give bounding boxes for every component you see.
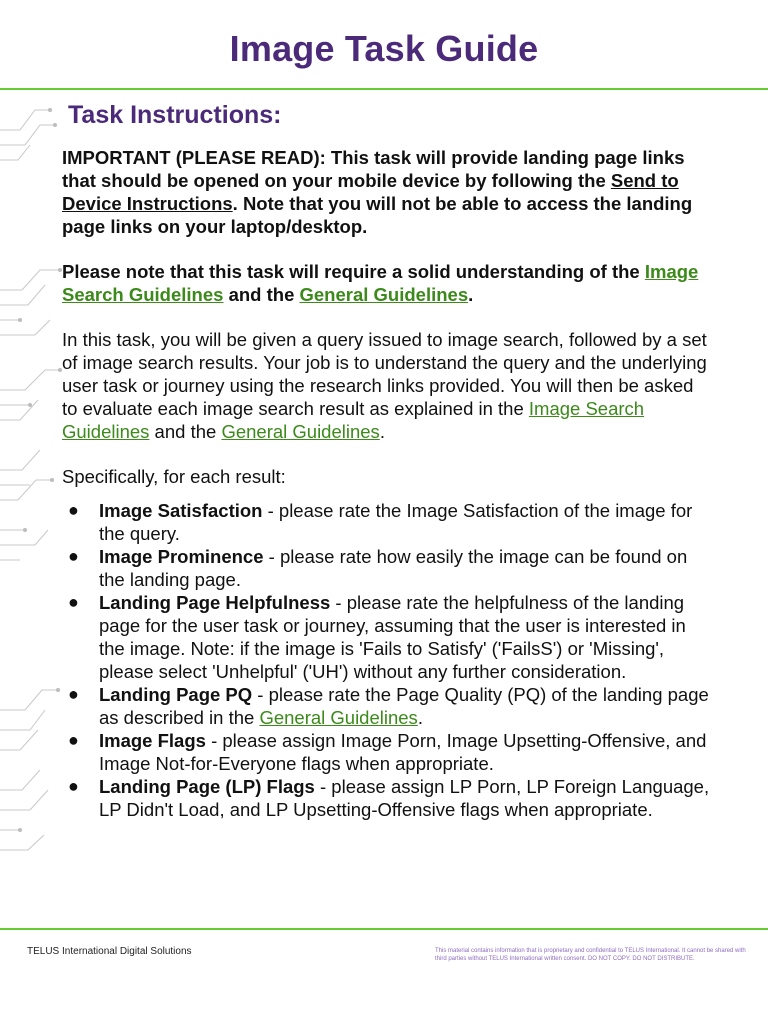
list-item-term: Image Prominence [99,546,264,567]
image-search-guidelines-link-2[interactable]: Image Search Guidelines [62,398,645,442]
guidelines-note [62,260,712,306]
list-item [62,683,712,729]
task-text: In this task, you will be given a query issued to image search, followed by a set of image search results. Your job is to understand the query and the underlying user task or journey using the research links provided. You will then be asked to evaluate each image search result as explained in the [62,329,707,419]
task-end: . [379,421,385,442]
bullet-icon: ● [68,776,79,796]
list-item-text: - please rate the Page Quality (PQ) of the landing page as described in the [99,684,709,728]
footer-divider [0,928,768,930]
list-item-term: Landing Page Helpfulness [99,592,331,613]
footer-confidentiality: This material contains information that is proprietary and confidential to TELUS International. It cannot be shared with third parties without TELUS International written consent. DO NOT COPY. DO NOT DISTRIBUTE. [435,948,746,962]
list-item-text: - please rate how easily the image can be found on the landing page. [99,546,688,590]
note-end: . [468,284,474,305]
page-title: Image Task Guide [229,28,539,69]
rating-list [62,499,712,821]
bullet-icon: ● [68,592,79,612]
list-item-term: Landing Page (LP) Flags [99,776,315,797]
bullet-icon: ● [68,684,79,704]
list-item [62,545,712,591]
circuit-decoration [0,90,70,926]
bullet-icon: ● [68,730,79,750]
image-search-guidelines-link[interactable]: Image Search Guidelines [62,261,699,305]
list-item [62,729,712,775]
general-guidelines-link-3[interactable]: General Guidelines [259,707,418,728]
send-to-device-link[interactable]: Send to Device Instructions [62,170,679,214]
list-item-term: Image Satisfaction [99,500,263,521]
list-item-text: - please assign Image Porn, Image Upsetting-Offensive, and Image Not-for-Everyone flags when appropriate. [99,730,707,774]
task-description [62,328,712,443]
list-item-text: - please rate the Image Satisfaction of the image for the query. [99,500,693,544]
footer-company: TELUS International Digital Solutions [27,946,192,957]
list-item [62,591,712,683]
general-guidelines-link[interactable]: General Guidelines [299,284,469,305]
list-item-term: Landing Page PQ [99,684,253,705]
list-item-text: - please rate the helpfulness of the landing page for the user task or journey, assuming that the user is interested in the image. Note: if the image is 'Fails to Satisfy' ('FailsS') or 'Missing', please select 'Unhelpful' ('UH') without any further consideration. [99,592,686,682]
bullet-icon: ● [68,500,79,520]
instructions-body [62,146,712,821]
bullet-icon: ● [68,546,79,566]
list-item-end: . [417,707,423,728]
task-and: and the [149,421,222,442]
important-text: IMPORTANT (PLEASE READ): This task will provide landing page links that should be opened on your mobile device by following the [62,147,685,191]
list-item [62,775,712,821]
important-text-end: . Note that you will not be able to access the landing page links on your laptop/desktop. [62,193,693,237]
note-and: and the [223,284,300,305]
list-item-text: - please assign LP Porn, LP Foreign Language, LP Didn't Load, and LP Upsetting-Offensive flags when appropriate. [99,776,710,820]
important-notice [62,146,712,238]
list-item-term: Image Flags [99,730,206,751]
header-divider [0,88,768,90]
section-title: Task Instructions: [68,101,282,129]
note-text: Please note that this task will require a solid understanding of the [62,261,645,282]
specifically-text: Specifically, for each result: [62,466,286,487]
list-item [62,499,712,545]
general-guidelines-link-2[interactable]: General Guidelines [221,421,380,442]
